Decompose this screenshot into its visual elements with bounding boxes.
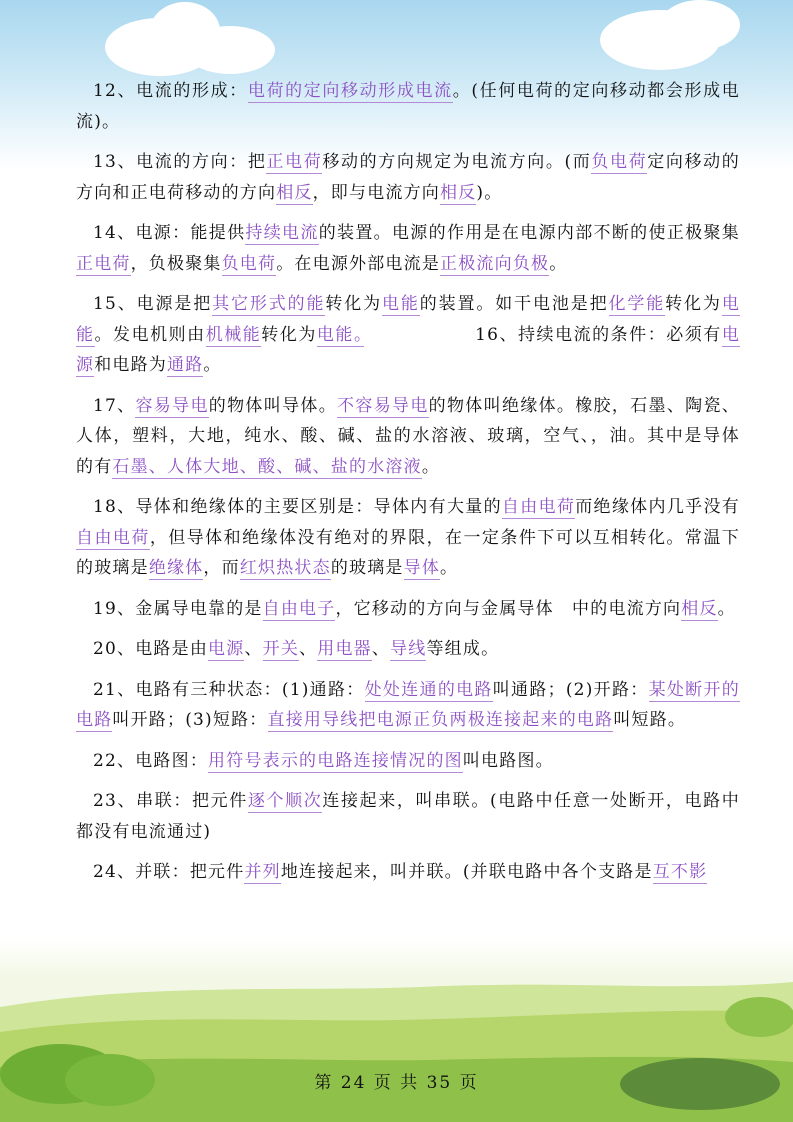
- text-segment: 连接起来，叫串联。(电路中任意一处断开，电路中都没有电流通过): [76, 791, 740, 842]
- text-segment: 移动的方向规定为电流方向。(而: [322, 152, 592, 172]
- answer-underlined: 正电荷: [76, 253, 131, 274]
- answer-underlined: 处处连通的电路: [364, 679, 493, 700]
- text-segment: 转化为: [261, 324, 317, 345]
- paragraph: [76, 634, 740, 665]
- text-segment: 19、金属导电靠的是: [93, 598, 263, 619]
- text-segment: 18、导体和绝缘体的主要区别是：导体内有大量的: [93, 497, 502, 517]
- answer-underlined: 自由电子: [262, 598, 336, 619]
- text-segment: 转化为: [665, 294, 722, 314]
- answer-underlined: 负电荷: [221, 253, 277, 274]
- answer-underlined: 某处断开的电路: [76, 679, 740, 730]
- text-segment: 15、电源是把: [93, 294, 213, 314]
- text-segment: 和电路为: [94, 355, 168, 375]
- paragraph: [76, 786, 740, 847]
- text-segment: 叫短路。: [613, 710, 687, 730]
- answer-underlined: 自由电荷: [501, 497, 576, 517]
- text-segment: 的玻璃是: [330, 558, 404, 578]
- text-segment: 。发电机则由: [94, 324, 206, 345]
- text-segment: 而绝缘体内几乎没有: [575, 497, 740, 517]
- page-footer: 第 24 页 共 35 页: [314, 1073, 479, 1093]
- text-segment: 17、: [93, 395, 136, 416]
- text-segment: 的物体叫绝缘体。橡胶，石墨、陶瓷、人体，塑料，大地，纯水、酸、碱、盐的水溶液、玻璃，空气、，油。其中是导体的有: [76, 395, 741, 477]
- answer-underlined: 互不影: [652, 862, 708, 882]
- text-segment: 。: [549, 253, 568, 274]
- text-segment: 叫通路；(2)开路：: [492, 679, 649, 700]
- text-segment: 。: [421, 456, 441, 477]
- paragraph: [76, 218, 740, 279]
- text-segment: ，负极聚集: [130, 253, 222, 274]
- text-segment: ，即与电流方向: [312, 182, 441, 203]
- text-segment: 转化为: [325, 294, 382, 314]
- answer-underlined: 相反: [440, 182, 477, 203]
- answer-underlined: 开关: [262, 639, 300, 659]
- grass-landscape: [0, 962, 793, 1122]
- answer-underlined: 化学能: [608, 294, 666, 314]
- text-segment: 定向移动的方向和正电荷移动的方向: [76, 152, 741, 203]
- document-body: [76, 76, 740, 898]
- text-segment: 的装置。电源的作用是在电源内部不断的使正极聚集: [318, 223, 740, 243]
- text-segment: 20、电路是由: [93, 639, 209, 659]
- text-segment: 13、电流的方向：把: [93, 152, 267, 172]
- text-segment: 、: [244, 639, 263, 659]
- answer-underlined: 自由电荷: [76, 527, 150, 548]
- paragraph: [76, 746, 740, 777]
- text-segment: 22、电路图：: [93, 750, 209, 771]
- paragraph: [76, 492, 740, 584]
- answer-underlined: 用符号表示的电路连接情况的图: [208, 750, 463, 771]
- paragraph: [76, 289, 740, 381]
- answer-underlined: 用电器: [317, 639, 372, 659]
- text-segment: 24、并联：把元件: [93, 862, 245, 882]
- answer-underlined: 导体: [403, 558, 441, 578]
- answer-underlined: 持续电流: [245, 223, 319, 243]
- text-segment: 叫电路图。: [462, 750, 554, 771]
- answer-underlined: 通路: [167, 355, 204, 375]
- text-segment: 。: [203, 355, 222, 375]
- paragraph: [76, 147, 740, 208]
- text-segment: 12、电流的形成：: [93, 81, 248, 101]
- paragraph: [76, 675, 740, 736]
- answer-underlined: 相反: [681, 598, 718, 619]
- answer-underlined: 电能。: [316, 324, 364, 345]
- answer-underlined: 绝缘体: [148, 558, 204, 578]
- answer-underlined: 石墨、人体大地、酸、碱、盐的水溶液: [112, 456, 422, 477]
- answer-underlined: 并列: [244, 862, 281, 882]
- answer-underlined: 相反: [276, 182, 313, 203]
- answer-underlined: 导线: [390, 639, 427, 659]
- cloud-left-puff-2: [185, 26, 275, 74]
- text-segment: 。(任何电荷的定向移动都会形成电流)。: [76, 81, 741, 132]
- text-segment: 等组成。: [426, 639, 500, 659]
- text-segment: 。: [717, 598, 736, 619]
- answer-underlined: 正极流向负极: [440, 253, 550, 274]
- answer-underlined: 不容易导电: [337, 395, 429, 416]
- text-segment: 14、电源：能提供: [93, 223, 246, 243]
- text-segment: 。: [440, 558, 459, 578]
- answer-underlined: 机械能: [205, 324, 262, 345]
- answer-underlined: 电源: [76, 324, 741, 375]
- text-segment: 地连接起来，叫并联。(并联电路中各个支路是: [280, 862, 653, 882]
- paragraph: [76, 391, 740, 483]
- paragraph: [76, 857, 740, 888]
- text-segment: )。: [476, 182, 503, 203]
- answer-underlined: 容易导电: [135, 395, 209, 416]
- text-segment: 叫开路；(3)短路：: [112, 710, 268, 730]
- text-segment: 的装置。如干电池是把: [419, 294, 609, 314]
- answer-underlined: 负电荷: [591, 152, 648, 172]
- answer-underlined: 正电荷: [266, 152, 323, 172]
- answer-underlined: 电能: [382, 294, 420, 314]
- text-segment: 。在电源外部电流是: [276, 253, 441, 274]
- answer-underlined: 红炽热状态: [239, 558, 331, 578]
- answer-underlined: 直接用导线把电源正负两极连接起来的电路: [267, 710, 614, 730]
- text-segment: 16、持续电流的条件：必须有: [363, 324, 722, 345]
- text-segment: 、: [371, 639, 391, 659]
- text-segment: ，它移动的方向与金属导体 中的电流方向: [335, 598, 682, 619]
- answer-underlined: 逐个顺次: [247, 791, 323, 811]
- answer-underlined: 电能: [76, 294, 741, 345]
- text-segment: ，而: [203, 558, 240, 578]
- paragraph: [76, 594, 740, 625]
- cloud-right-puff: [660, 0, 740, 50]
- answer-underlined: 电源: [208, 639, 245, 659]
- paragraph: [76, 76, 740, 137]
- text-segment: 的物体叫导体。: [208, 395, 338, 416]
- text-segment: ，但导体和绝缘体没有绝对的界限，在一定条件下可以互相转化。常温下的玻璃是: [76, 527, 740, 578]
- text-segment: 、: [299, 639, 318, 659]
- answer-underlined: 其它形式的能: [212, 294, 326, 314]
- text-segment: 23、串联：把元件: [93, 791, 248, 811]
- text-segment: 21、电路有三种状态：(1)通路：: [93, 679, 365, 700]
- answer-underlined: 电荷的定向移动形成电流: [247, 81, 453, 101]
